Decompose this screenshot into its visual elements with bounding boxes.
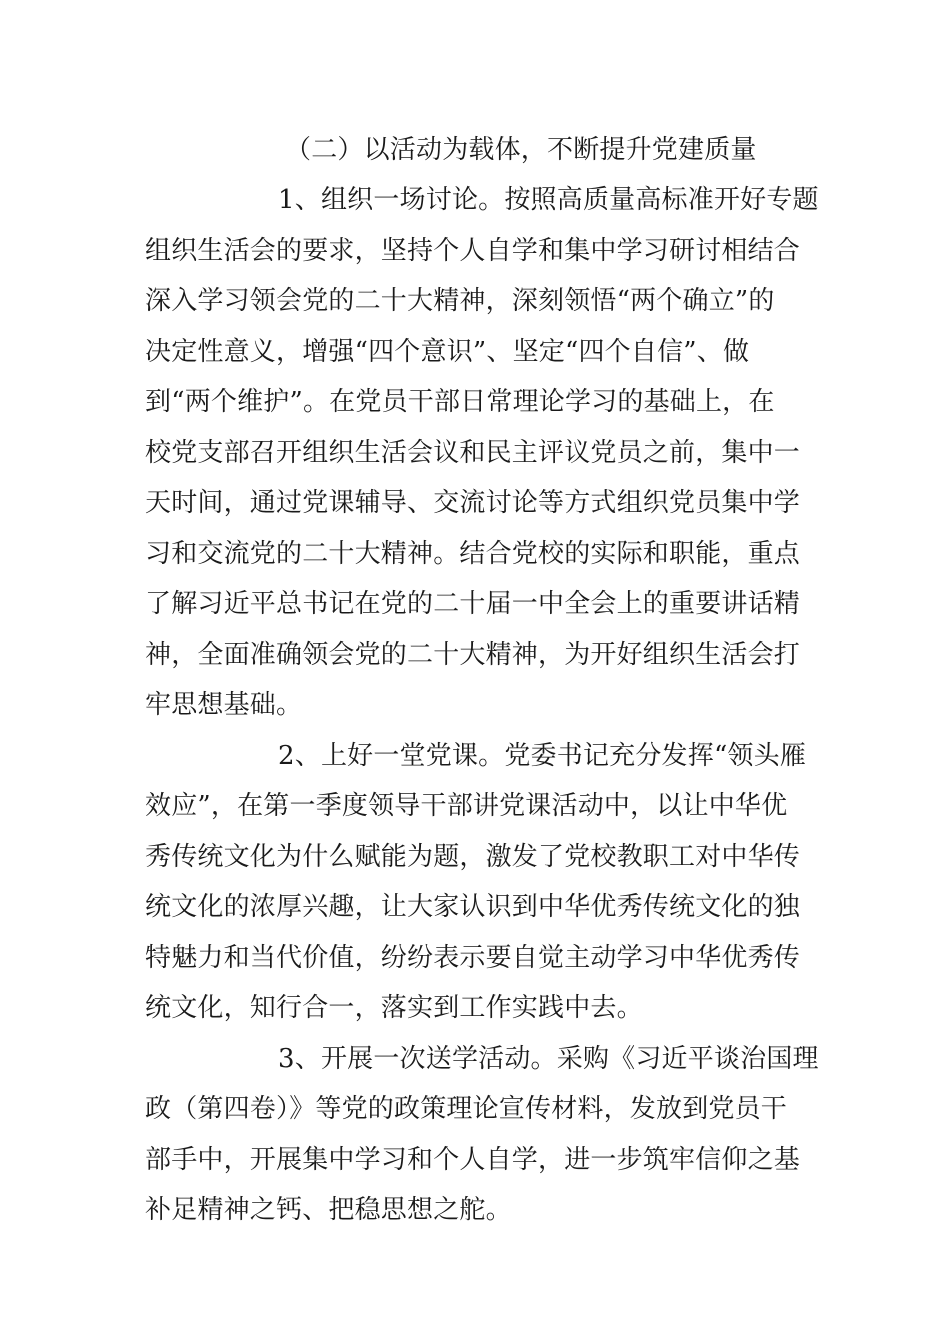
paragraph-2-line-6: 统文化，知行合一，落实到工作实践中去。: [145, 993, 643, 1023]
paragraph-1-line-9: 了解习近平总书记在党的二十届一中全会上的重要讲话精: [145, 589, 801, 619]
paragraph-3-line-3: 部手中，开展集中学习和个人自学，进一步筑牢信仰之基: [145, 1145, 801, 1175]
paragraph-3-line-1: 3、开展一次送学活动。采购《习近平谈治国理: [278, 1044, 819, 1074]
paragraph-1-line-5: 到“两个维护”。在党员干部日常理论学习的基础上，在: [145, 387, 775, 417]
section-heading: （二）以活动为载体，不断提升党建质量: [285, 135, 757, 165]
paragraph-1-line-2: 组织生活会的要求，坚持个人自学和集中学习研讨相结合: [145, 236, 801, 266]
paragraph-1-line-6: 校党支部召开组织生活会议和民主评议党员之前，集中一: [145, 438, 801, 468]
paragraph-1-line-7: 天时间，通过党课辅导、交流讨论等方式组织党员集中学: [145, 488, 801, 518]
paragraph-3-line-2: 政（第四卷）》等党的政策理论宣传材料，发放到党员干: [145, 1094, 788, 1124]
paragraph-1-line-10: 神，全面准确领会党的二十大精神，为开好组织生活会打: [145, 640, 801, 670]
paragraph-2-line-2: 效应”，在第一季度领导干部讲党课活动中，以让中华优: [145, 791, 788, 821]
paragraph-2-line-4: 统文化的浓厚兴趣，让大家认识到中华优秀传统文化的独: [145, 892, 801, 922]
paragraph-2-line-5: 特魅力和当代价值，纷纷表示要自觉主动学习中华优秀传: [145, 943, 801, 973]
paragraph-3-line-4: 补足精神之钙、把稳思想之舵。: [145, 1195, 512, 1225]
paragraph-2-line-3: 秀传统文化为什么赋能为题，激发了党校教职工对中华传: [145, 842, 801, 872]
paragraph-1-line-1: 1、组织一场讨论。按照高质量高标准开好专题: [278, 185, 819, 215]
paragraph-1-line-3: 深入学习领会党的二十大精神，深刻领悟“两个确立”的: [145, 286, 775, 316]
paragraph-1-line-11: 牢思想基础。: [145, 690, 303, 720]
paragraph-1-line-8: 习和交流党的二十大精神。结合党校的实际和职能，重点: [145, 539, 801, 569]
paragraph-2-line-1: 2、上好一堂党课。党委书记充分发挥“领头雁: [278, 741, 807, 771]
paragraph-1-line-4: 决定性意义，增强“四个意识”、坚定“四个自信”、做: [145, 337, 750, 367]
